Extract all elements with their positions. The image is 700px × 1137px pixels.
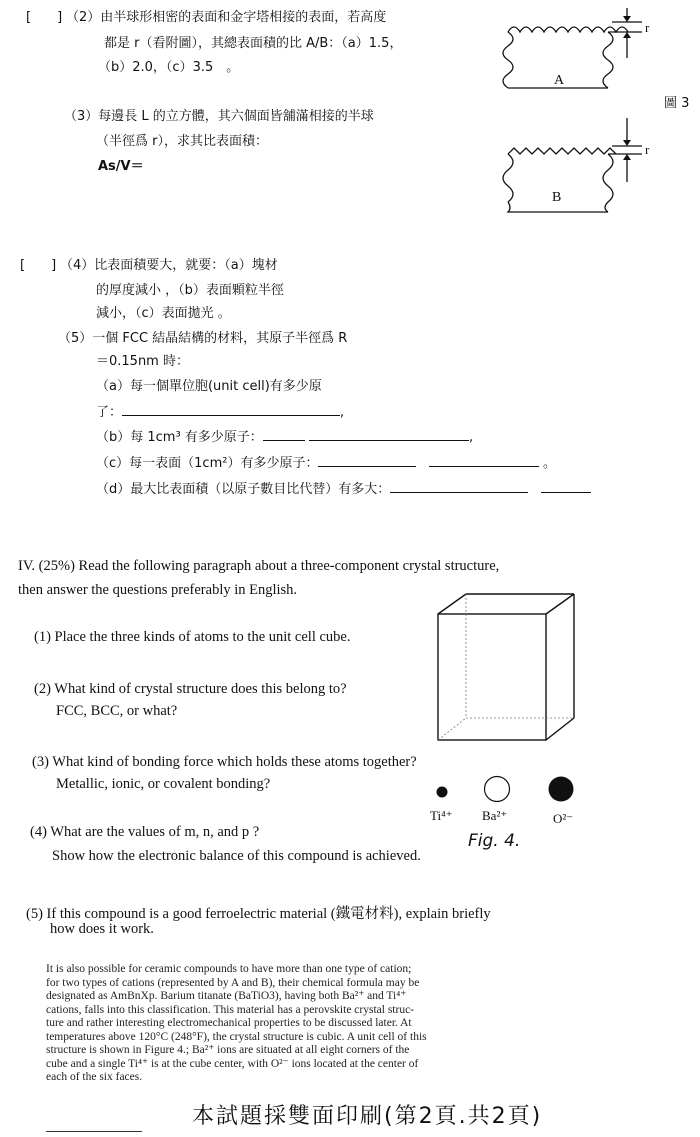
q4-line2: 的厚度減小 ，（b）表面顆粒半徑 [96, 283, 284, 298]
q5-d-answer-blank-1[interactable] [390, 480, 528, 493]
q5-c-answer-blank-2[interactable] [429, 454, 539, 467]
fig3-shape-b [503, 118, 642, 212]
q5-d-answer-blank-2[interactable] [541, 480, 591, 493]
bottom-rule [46, 1131, 142, 1132]
iv-q5-line2: how does it work. [50, 921, 154, 937]
q5-b-answer-blank-1[interactable] [263, 428, 305, 441]
q5-a-line1: （a）每一個單位胞(unit cell)有多少原 [96, 379, 322, 394]
q5-a-answer-blank[interactable] [122, 403, 340, 416]
iv-q3-line1: (3) What kind of bonding force which holds these atoms together? [32, 754, 417, 770]
ba-atom-icon [485, 777, 510, 802]
q5-b-line: （b）每 1cm³ 有多少原子： , [96, 430, 474, 445]
paragraph-line: It is also possible for ceramic compounds to have more than one type of cation; [46, 963, 412, 975]
fig4-ba-label: Ba²⁺ [482, 808, 508, 823]
q3-line1: （3）每邊長 L 的立方體，其六個面皆舖滿相接的半球 [64, 109, 374, 124]
iv-q4-line1: (4) What are the values of m, n, and p ? [30, 824, 260, 840]
paragraph-line: each of the six faces. [46, 1071, 143, 1083]
q2-answer-bracket[interactable]: [ ] [26, 10, 63, 25]
paragraph-line: temperatures above 120°C (248°F), the crystal structure is cubic. A unit cell of this [46, 1030, 427, 1043]
fig4-ti-label: Ti⁴⁺ [430, 808, 453, 823]
q5-c-line: （c）每一表面（1cm²）有多少原子： 。 [96, 456, 557, 471]
q2-line1: （2）由半球形相密的表面和金字塔相接的表面，若高度 [66, 10, 387, 25]
iv-q3-line2: Metallic, ionic, or covalent bonding? [56, 776, 271, 792]
iv-header-line1: IV. (25%) Read the following paragraph about a three-component crystal structure, [18, 558, 500, 574]
q5-c-answer-blank-1[interactable] [318, 454, 416, 467]
paragraph-line: cations, falls into this classification. This material has a perovskite crystal struc- [46, 1003, 415, 1016]
iv-q1: (1) Place the three kinds of atoms to the unit cell cube. [34, 629, 351, 645]
fig3-caption: 圖 3 [664, 96, 690, 111]
fig4-unit-cell-cube[interactable] [430, 590, 585, 748]
paragraph-line: ture and rather interesting electromechanical properties to be discussed later. At [46, 1017, 412, 1029]
q5-d-line: （d）最大比表面積（以原子數目比代替）有多大： [96, 480, 591, 499]
q5-line1: （5）一個 FCC 結晶結構的材料，其原子半徑爲 R [58, 331, 348, 346]
q3-line2: （半徑爲 r），求其比表面積： [96, 134, 268, 149]
iv-q5-line1: (5) If this compound is a good ferroelectric material (鐵電材料), explain briefly [26, 906, 491, 922]
ti-atom-icon [437, 787, 448, 798]
fig3-r-label-b: r [645, 142, 650, 157]
o-atom-icon [549, 777, 574, 802]
fig3-label-b: B [552, 190, 562, 205]
iv-q2-line2: FCC, BCC, or what? [56, 703, 178, 719]
paragraph-line: for two types of cations (represented by A and B), their chemical formula may be [46, 976, 420, 989]
iv-q2-line1: (2) What kind of crystal structure does this belong to? [34, 681, 347, 697]
q5-b-answer-blank-2[interactable] [309, 428, 469, 441]
iv-header-line2: then answer the questions preferably in English. [18, 582, 298, 598]
q2-line2: 都是 r（看附圖），其總表面積的比 A/B：（a）1.5， [104, 36, 403, 51]
paragraph-line: designated as AmBnXp. Barium titanate (BaTiO3), having both Ba²⁺ and Ti⁴⁺ [46, 990, 407, 1002]
iv-q4-line2: Show how the electronic balance of this compound is achieved. [52, 848, 421, 864]
q3-line3: As/V＝ [98, 159, 144, 174]
fig3-label-a: A [554, 73, 565, 88]
fig3-shape-a [503, 8, 642, 88]
q2-line3: （b）2.0，（c）3.5 。 [98, 60, 240, 75]
paragraph-line: structure is shown in Figure 4.; Ba²⁺ ions are situated at all eight corners of the [46, 1044, 410, 1056]
fig4-caption: Fig. 4. [468, 831, 521, 851]
q4-line3: 減小，（c）表面拋光 。 [96, 306, 231, 321]
paragraph-line: cube and a single Ti⁴⁺ is at the cube center, with O²⁻ ions located at the center of [46, 1057, 419, 1070]
textbook-paragraph [46, 963, 546, 1085]
fig3-r-label-a: r [645, 20, 650, 35]
q5-a-line2: 了： , [96, 405, 345, 420]
q5-line2: ＝0.15nm 時： [96, 354, 189, 369]
q4-answer-bracket[interactable]: [ ] [20, 258, 57, 273]
q4-line1: （4）比表面積要大，就要：（a）塊材 [60, 258, 278, 273]
fig4-o-label: O²⁻ [553, 811, 574, 826]
page-footer: 本試題採雙面印刷(第2頁.共2頁) [192, 1104, 543, 1129]
